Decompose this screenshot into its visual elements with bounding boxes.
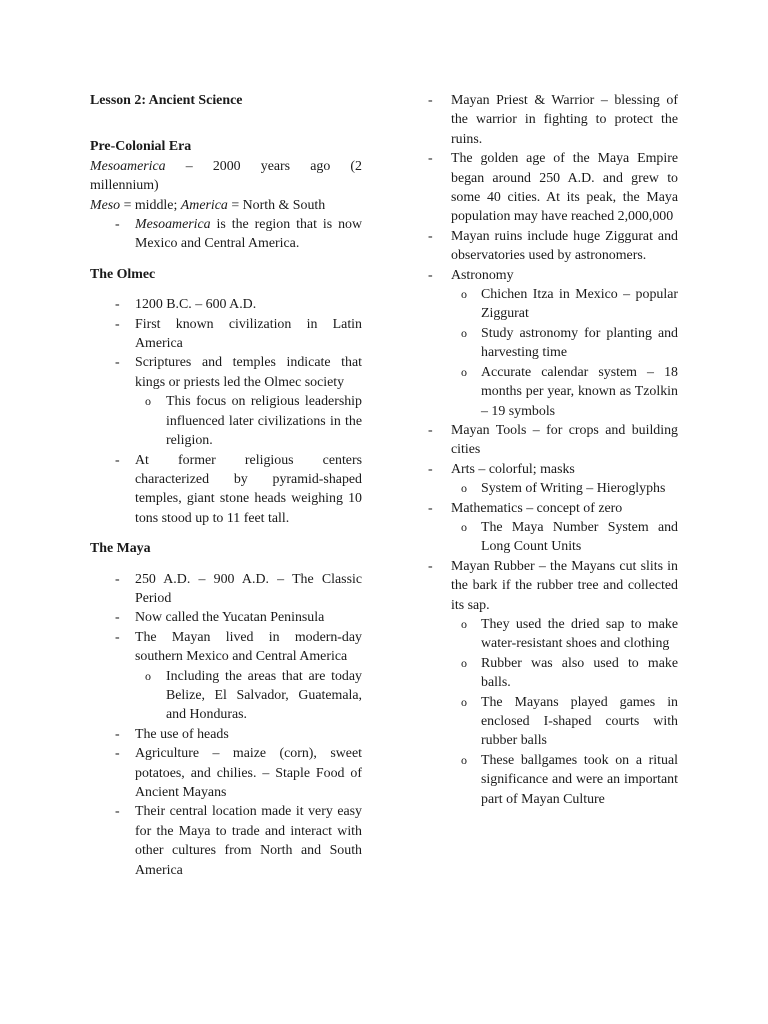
list-item-text: Mayan Tools – for crops and building cities <box>451 422 678 458</box>
list-item <box>90 628 362 667</box>
list-item-text: First known civilization in Latin America <box>135 316 362 352</box>
dash-marker: - <box>428 461 433 477</box>
list-item <box>90 315 362 354</box>
list-item <box>428 557 678 615</box>
sub-list-item-text: Including the areas that are today Belize, El Salvador, Guatemala, and Honduras. <box>166 668 362 723</box>
sub-list-item-text: This focus on religious leadership influenced later civilizations in the religion. <box>166 394 362 449</box>
left-column <box>90 91 362 880</box>
list-item-text: Mathematics – concept of zero <box>451 500 623 516</box>
list-item <box>428 460 678 479</box>
dash-marker: - <box>115 571 120 587</box>
list-item <box>90 570 362 609</box>
dash-marker: - <box>115 316 120 332</box>
sub-list <box>428 285 678 421</box>
list-item <box>428 499 678 518</box>
sub-list-item-text: System of Writing – Hieroglyphs <box>481 481 666 497</box>
circle-marker: o <box>461 616 467 631</box>
list-item-text: Mayan Priest & Warrior – blessing of the warrior in fighting to protect the ruins. <box>451 93 678 147</box>
list-item <box>90 725 362 744</box>
list-item <box>428 266 678 285</box>
sub-list-item <box>451 751 678 809</box>
definition-paren: (2 <box>350 158 362 174</box>
dash-marker: - <box>428 151 433 167</box>
dash-marker: - <box>115 726 120 742</box>
list-item-text: 250 A.D. – 900 A.D. – The Classic Period <box>135 571 362 606</box>
olmec-heading: The Olmec <box>90 266 156 282</box>
circle-marker: o <box>461 655 467 670</box>
list-item-text: Agriculture – maize (corn), sweet potatoes, and chilies. – Staple Food of Ancient Mayans <box>135 746 362 800</box>
dash-marker: - <box>115 297 120 313</box>
list-item <box>90 215 362 254</box>
sub-list-item <box>451 285 678 324</box>
mesoamerica-definition-continued: millennium) <box>90 178 159 194</box>
lesson-title: Lesson 2: Ancient Science <box>90 93 243 108</box>
list-item-text: Their central location made it very easy for the Maya to trade and interact with other cultures from North and South America <box>135 804 362 878</box>
mesoamerica-term: Mesoamerica <box>90 158 166 174</box>
circle-marker: o <box>461 752 467 767</box>
circle-marker: o <box>461 325 467 340</box>
sub-list-item <box>451 518 678 557</box>
dash-marker: - <box>428 228 433 244</box>
sub-list <box>90 392 362 450</box>
sub-list-item-text: The Mayans played games in enclosed I-shaped courts with rubber balls <box>481 694 678 749</box>
list-item <box>90 802 362 880</box>
circle-marker: o <box>461 364 467 379</box>
sub-list-item <box>451 615 678 654</box>
sub-list-item <box>451 479 678 498</box>
definition-number: 2000 <box>212 158 241 174</box>
list-item <box>90 451 362 529</box>
circle-marker: o <box>461 287 467 302</box>
sub-list-item-text: These ballgames took on a ritual significance and were an important part of Mayan Culture <box>481 752 678 807</box>
maya-heading: The Maya <box>90 541 151 557</box>
mesoamerica-bullet-term: Mesoamerica <box>135 217 211 233</box>
list-item <box>90 353 362 392</box>
mesoamerica-bullet-text: is the region that is now Mexico and Central America. <box>135 217 362 252</box>
list-item-text: Mayan Rubber – the Mayans cut slits in the bark if the rubber tree and collected its sap. <box>451 558 678 613</box>
sub-list-item <box>451 654 678 693</box>
list-item-text: The golden age of the Maya Empire began around 250 A.D. and grew to some 40 cities. At its peak, the Maya population may have reached 2,000,000 <box>451 151 678 225</box>
circle-marker: o <box>145 668 151 683</box>
dash-marker: - <box>115 746 120 762</box>
sub-list-item-text: The Maya Number System and Long Count Units <box>481 519 678 555</box>
america-meaning: = North & South <box>227 197 326 213</box>
list-item-text: At former religious centers characterized by pyramid-shaped temples, giant stone heads weighing 10 tons stood up to 11 feet tall. <box>135 452 362 526</box>
list-item-text: Scriptures and temples indicate that kings or priests led the Olmec society <box>135 355 362 390</box>
list-item-text: The Mayan lived in modern-day southern Mexico and Central America <box>135 629 362 665</box>
list-item <box>90 295 362 314</box>
sub-list-item-text: Study astronomy for planting and harvesting time <box>481 325 678 361</box>
list-item-text: The use of heads <box>135 726 229 742</box>
sub-list-item <box>451 324 678 363</box>
sub-list <box>428 479 678 498</box>
dash-marker: - <box>115 610 120 626</box>
circle-marker: o <box>145 394 151 409</box>
list-item <box>90 608 362 627</box>
sub-list <box>428 518 678 557</box>
definition-ago: ago <box>310 158 331 174</box>
dash-marker: - <box>115 452 120 468</box>
list-item <box>428 149 678 227</box>
list-item <box>428 227 678 266</box>
sub-list <box>428 615 678 809</box>
definition-years: years <box>260 158 291 174</box>
dash-marker: - <box>428 422 433 438</box>
dash-marker: - <box>115 217 120 233</box>
sub-list-item-text: Chichen Itza in Mexico – popular Ziggurat <box>481 287 678 322</box>
sub-list <box>90 667 362 725</box>
circle-marker: o <box>461 481 467 496</box>
precolonial-heading: Pre-Colonial Era <box>90 139 192 155</box>
sub-list-item-text: Rubber was also used to make balls. <box>481 655 678 691</box>
dash-marker: - <box>428 93 433 108</box>
list-item-text: 1200 B.C. – 600 A.D. <box>135 297 257 313</box>
dash-marker: - <box>428 500 433 516</box>
list-item-text: Now called the Yucatan Peninsula <box>135 610 325 626</box>
dash-marker: - <box>115 355 120 371</box>
sub-list-item <box>451 693 678 751</box>
circle-marker: o <box>461 694 467 709</box>
dash-marker: - <box>115 804 120 820</box>
sub-list-item <box>135 392 362 450</box>
definition-dash: – <box>185 158 193 174</box>
dash-marker: - <box>428 267 433 283</box>
america-term: America <box>180 197 228 213</box>
list-item-text: Astronomy <box>451 267 514 283</box>
dash-marker: - <box>115 629 120 645</box>
list-item <box>428 91 678 149</box>
meso-term: Meso <box>90 197 121 213</box>
sub-list-item <box>451 363 678 421</box>
meso-definition-line <box>90 196 362 215</box>
dash-marker: - <box>428 558 433 574</box>
sub-list-item <box>135 667 362 725</box>
list-item-text: Arts – colorful; masks <box>451 461 575 477</box>
right-column <box>428 91 678 809</box>
list-item <box>90 744 362 802</box>
list-item-text: Mayan ruins include huge Ziggurat and observatories used by astronomers. <box>451 228 678 264</box>
circle-marker: o <box>461 519 467 534</box>
meso-meaning: = middle; <box>120 197 181 213</box>
sub-list-item-text: Accurate calendar system – 18 months per year, known as Tzolkin – 19 symbols <box>481 364 678 419</box>
list-item <box>428 421 678 460</box>
sub-list-item-text: They used the dried sap to make water-resistant shoes and clothing <box>481 616 678 652</box>
mesoamerica-definition-line <box>90 157 362 176</box>
